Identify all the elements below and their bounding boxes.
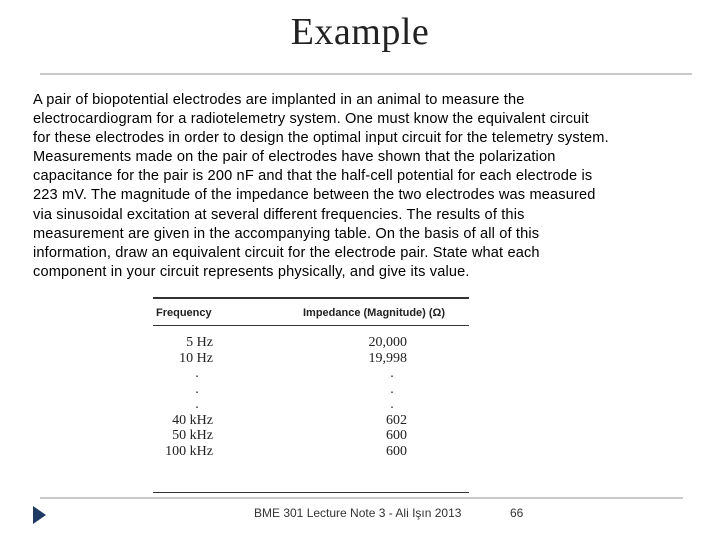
- header-impedance: Impedance (Magnitude) (Ω): [303, 307, 446, 319]
- ellipsis-dot: .: [195, 381, 199, 397]
- table-bottom-rule: [153, 492, 469, 493]
- impedance-cell: 600: [386, 428, 407, 443]
- triangle-arrow-icon: [33, 506, 46, 524]
- title-divider: [40, 73, 692, 75]
- impedance-column: [353, 335, 407, 459]
- paragraph-line: capacitance for the pair is 200 nF and that the half-cell potential for each electrode is: [33, 168, 593, 185]
- frequency-column: [153, 335, 213, 459]
- header-frequency: Frequency: [156, 307, 212, 319]
- ellipsis-dot: .: [390, 366, 394, 381]
- ellipsis-dot: .: [390, 397, 394, 412]
- ellipsis-dot: .: [390, 381, 394, 397]
- table-top-rule: [153, 297, 469, 299]
- problem-paragraph: [33, 91, 713, 282]
- frequency-cell: 100 kHz: [165, 443, 213, 459]
- paragraph-line: measurement are given in the accompanying table. On the basis of all of this: [33, 225, 540, 242]
- impedance-cell: 602: [386, 412, 407, 428]
- frequency-cell: 5 Hz: [186, 335, 213, 350]
- paragraph-line: component in your circuit represents physically, and give its value.: [33, 263, 470, 280]
- impedance-cell: 20,000: [368, 335, 407, 350]
- paragraph-line: for these electrodes in order to design the optimal input circuit for the telemetry system.: [33, 130, 609, 147]
- impedance-cell: 19,998: [368, 350, 407, 366]
- frequency-cell: 10 Hz: [179, 350, 213, 366]
- impedance-cell: 600: [386, 443, 407, 459]
- footer-caption: BME 301 Lecture Note 3 - Ali Işın 2013: [254, 506, 462, 520]
- page-number: 66: [510, 506, 524, 520]
- frequency-cell: 40 kHz: [172, 412, 213, 428]
- ellipsis-dot: .: [195, 397, 199, 412]
- paragraph-line: A pair of biopotential electrodes are implanted in an animal to measure the: [33, 92, 525, 108]
- paragraph-line: Measurements made on the pair of electrodes have shown that the polarization: [33, 149, 556, 166]
- footer-divider: [40, 497, 683, 499]
- ellipsis-dot: .: [195, 366, 199, 381]
- impedance-table: [153, 297, 469, 494]
- paragraph-line: 223 mV. The magnitude of the impedance between the two electrodes was measured: [33, 187, 596, 204]
- paragraph-line: electrocardiogram for a radiotelemetry system. One must know the equivalent circuit: [33, 111, 589, 128]
- frequency-cell: 50 kHz: [172, 428, 213, 443]
- table-header-rule: [153, 325, 469, 326]
- slide-title: Example: [290, 11, 430, 53]
- paragraph-line: information, draw an equivalent circuit for the electrode pair. State what each: [33, 244, 540, 261]
- paragraph-line: via sinusoidal excitation at several different frequencies. The results of this: [33, 206, 525, 223]
